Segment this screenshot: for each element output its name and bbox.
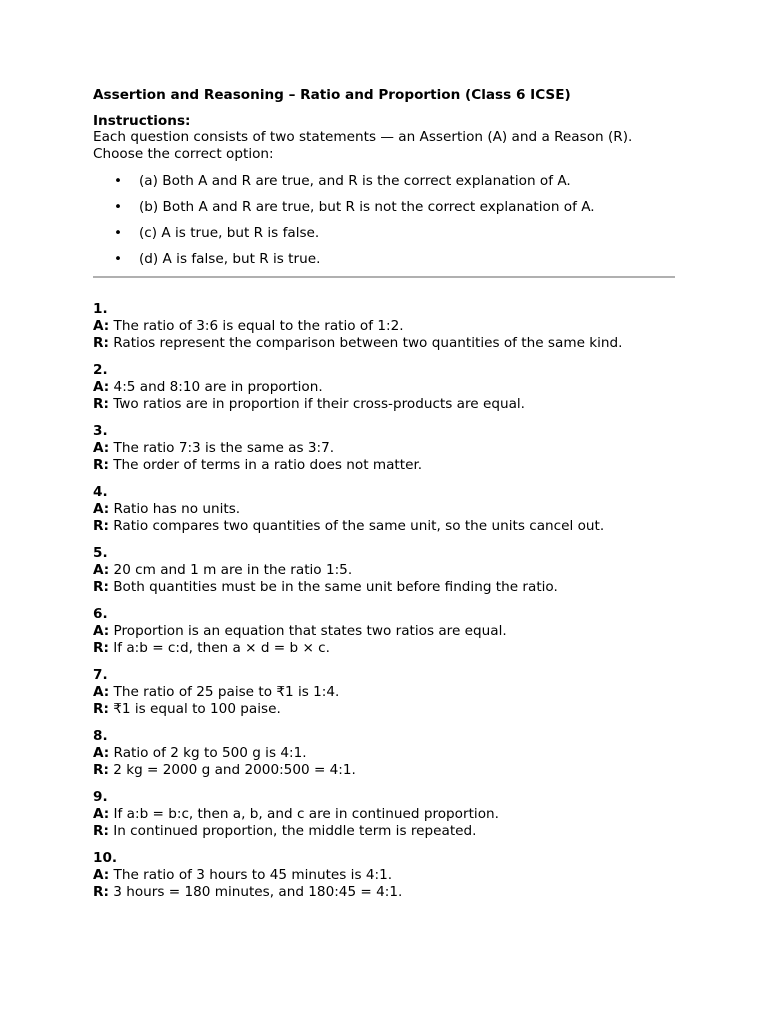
assertion-label: A: xyxy=(93,623,110,639)
option-item xyxy=(93,224,675,250)
reason-line xyxy=(93,518,675,535)
bullet-icon: • xyxy=(114,225,123,241)
assertion-line xyxy=(93,623,675,640)
assertion-text: 20 cm and 1 m are in the ratio 1:5. xyxy=(113,562,353,578)
assertion-label: A: xyxy=(93,379,110,395)
assertion-line xyxy=(93,318,675,335)
options-list xyxy=(93,172,675,276)
reason-line xyxy=(93,579,675,596)
reason-line xyxy=(93,396,675,413)
option-text: (d) A is false, but R is true. xyxy=(139,251,321,267)
reason-line xyxy=(93,762,675,779)
questions-list xyxy=(93,301,675,901)
question-number: 10. xyxy=(93,850,118,866)
option-item xyxy=(93,198,675,224)
reason-label: R: xyxy=(93,518,109,534)
question-item xyxy=(93,484,675,535)
reason-text: Both quantities must be in the same unit before finding the ratio. xyxy=(113,579,558,595)
option-text: (a) Both A and R are true, and R is the correct explanation of A. xyxy=(139,173,571,189)
divider xyxy=(93,276,675,278)
reason-label: R: xyxy=(93,823,109,839)
assertion-text: 4:5 and 8:10 are in proportion. xyxy=(113,379,323,395)
assertion-label: A: xyxy=(93,684,110,700)
assertion-line xyxy=(93,684,675,701)
question-item xyxy=(93,789,675,840)
reason-label: R: xyxy=(93,762,109,778)
assertion-line xyxy=(93,379,675,396)
reason-line xyxy=(93,335,675,352)
reason-line xyxy=(93,884,675,901)
reason-text: 3 hours = 180 minutes, and 180:45 = 4:1. xyxy=(113,884,403,900)
assertion-text: The ratio of 3:6 is equal to the ratio of 1:2. xyxy=(113,318,404,334)
question-number: 5. xyxy=(93,545,108,561)
assertion-label: A: xyxy=(93,440,110,456)
assertion-label: A: xyxy=(93,745,110,761)
reason-label: R: xyxy=(93,884,109,900)
reason-text: Two ratios are in proportion if their cross-products are equal. xyxy=(113,396,525,412)
option-text: (c) A is true, but R is false. xyxy=(139,225,320,241)
document-content xyxy=(93,86,675,911)
instructions-heading: Instructions: xyxy=(93,113,191,129)
assertion-line xyxy=(93,867,675,884)
assertion-text: The ratio of 25 paise to ₹1 is 1:4. xyxy=(113,684,340,700)
question-number: 3. xyxy=(93,423,108,439)
question-number: 2. xyxy=(93,362,108,378)
reason-line xyxy=(93,701,675,718)
question-item xyxy=(93,423,675,474)
instructions-line-1: Each question consists of two statements — an Assertion (A) and a Reason (R). xyxy=(93,129,633,145)
reason-line xyxy=(93,823,675,840)
assertion-text: Ratio of 2 kg to 500 g is 4:1. xyxy=(113,745,307,761)
question-item xyxy=(93,301,675,352)
question-number: 7. xyxy=(93,667,108,683)
assertion-line xyxy=(93,440,675,457)
question-item xyxy=(93,728,675,779)
reason-line xyxy=(93,457,675,474)
document-title: Assertion and Reasoning – Ratio and Proportion (Class 6 ICSE) xyxy=(93,87,571,103)
bullet-icon: • xyxy=(114,199,123,215)
question-number: 4. xyxy=(93,484,108,500)
assertion-label: A: xyxy=(93,867,110,883)
assertion-line xyxy=(93,501,675,518)
reason-label: R: xyxy=(93,457,109,473)
question-item xyxy=(93,362,675,413)
assertion-text: Proportion is an equation that states two ratios are equal. xyxy=(113,623,507,639)
question-number: 1. xyxy=(93,301,108,317)
reason-text: If a:b = c:d, then a × d = b × c. xyxy=(113,640,330,656)
assertion-line xyxy=(93,562,675,579)
question-item xyxy=(93,545,675,596)
assertion-label: A: xyxy=(93,501,110,517)
reason-label: R: xyxy=(93,701,109,717)
reason-text: 2 kg = 2000 g and 2000:500 = 4:1. xyxy=(113,762,356,778)
bullet-icon: • xyxy=(114,251,123,267)
question-item xyxy=(93,606,675,657)
question-number: 8. xyxy=(93,728,108,744)
assertion-line xyxy=(93,806,675,823)
assertion-text: The ratio 7:3 is the same as 3:7. xyxy=(113,440,335,456)
assertion-text: Ratio has no units. xyxy=(113,501,241,517)
option-item xyxy=(93,250,675,276)
assertion-text: If a:b = b:c, then a, b, and c are in continued proportion. xyxy=(113,806,499,822)
option-item xyxy=(93,172,675,198)
reason-text: Ratio compares two quantities of the same unit, so the units cancel out. xyxy=(113,518,605,534)
bullet-icon: • xyxy=(114,173,123,189)
question-item xyxy=(93,850,675,901)
reason-text: The order of terms in a ratio does not matter. xyxy=(113,457,423,473)
option-text: (b) Both A and R are true, but R is not the correct explanation of A. xyxy=(139,199,595,215)
assertion-label: A: xyxy=(93,806,110,822)
assertion-text: The ratio of 3 hours to 45 minutes is 4:1. xyxy=(113,867,393,883)
question-item xyxy=(93,667,675,718)
question-number: 9. xyxy=(93,789,108,805)
reason-label: R: xyxy=(93,640,109,656)
reason-text: Ratios represent the comparison between two quantities of the same kind. xyxy=(113,335,623,351)
assertion-label: A: xyxy=(93,562,110,578)
assertion-line xyxy=(93,745,675,762)
instructions-line-2: Choose the correct option: xyxy=(93,146,274,162)
reason-label: R: xyxy=(93,579,109,595)
assertion-label: A: xyxy=(93,318,110,334)
reason-text: ₹1 is equal to 100 paise. xyxy=(113,701,281,717)
reason-label: R: xyxy=(93,335,109,351)
question-number: 6. xyxy=(93,606,108,622)
reason-text: In continued proportion, the middle term is repeated. xyxy=(113,823,477,839)
reason-line xyxy=(93,640,675,657)
reason-label: R: xyxy=(93,396,109,412)
